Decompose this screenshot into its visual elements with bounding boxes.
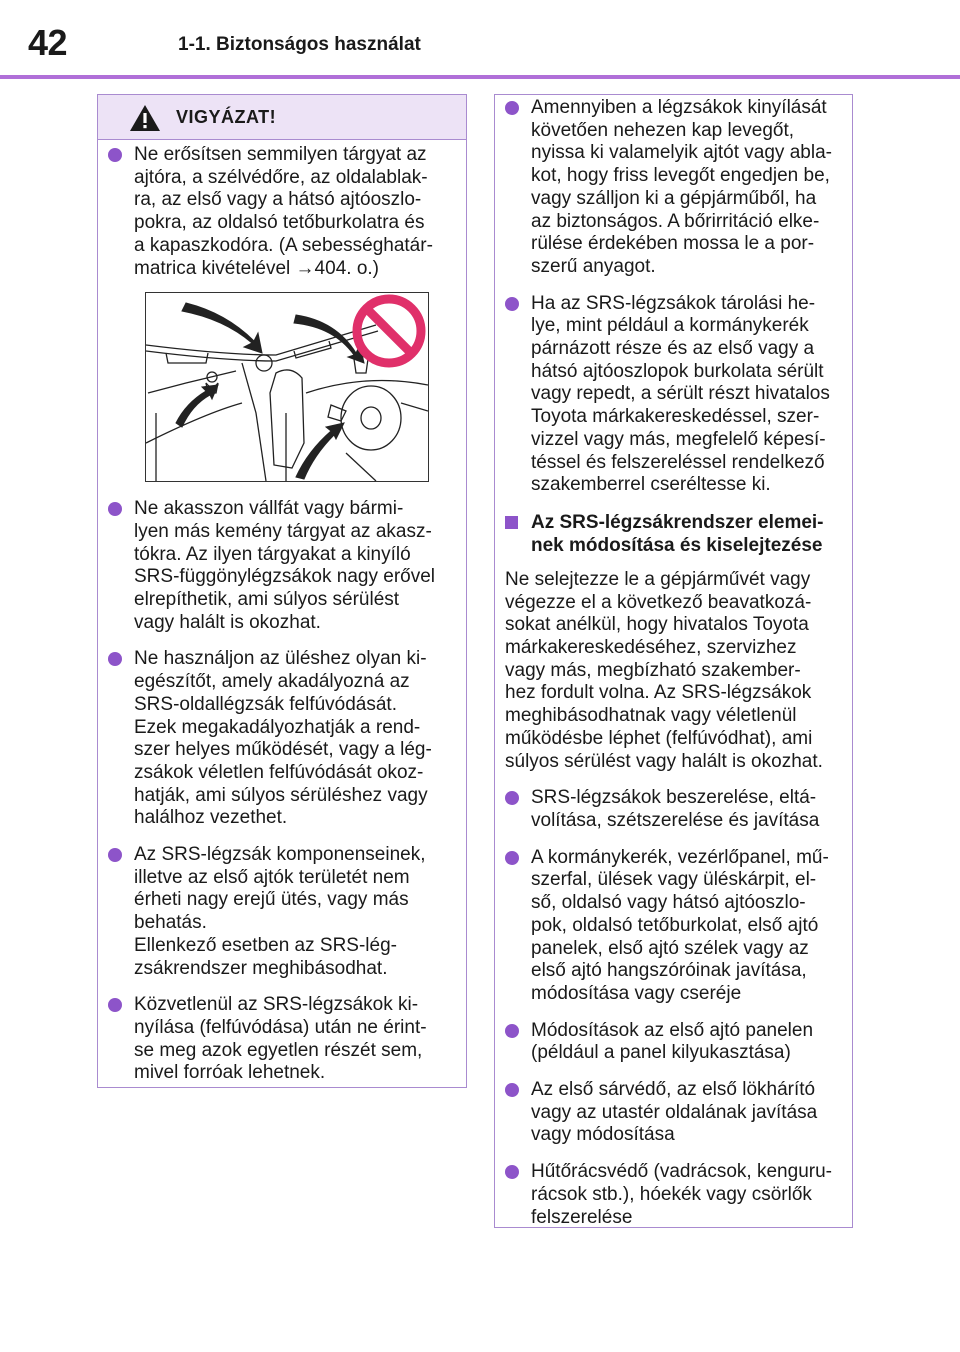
warning-bullet-4: Az SRS-légzsák komponenseinek, illetve az első ajtók területét nem érheti nagy erejű ütés, vagy más behatás. Ellenkező esetben az SRS-lég- zsákrendszer meghibásodhat. [98, 844, 454, 980]
warning-title: VIGYÁZAT! [176, 107, 277, 127]
right-bullet-1: Amennyiben a légzsákok kinyílását követően nehezen kap levegőt, nyissa ki valamelyik ajtót vagy abla- kot, hogy friss levegőt engedjen be, vagy szálljon ki a gépjárműből, ha az biztonságos. A bőrirritáció elke- rülése érdekében mossa le a por- szerű anyagot. [495, 97, 840, 279]
page-header [0, 0, 960, 78]
warning-triangle-icon [128, 103, 162, 133]
warning-bullet-1: Ne erősítsen semmilyen tárgyat az ajtóra, a szélvédőre, az oldalablak- ra, az első vagy a hátsó ajtóoszlo- pokra, az oldalsó tetőburkolatra és a kapaszkodóra. (A sebességhatár- matrica kivételével →404. o.) [98, 144, 454, 280]
warning-bullet-5: Közvetlenül az SRS-légzsákok ki- nyílása (felfúvódása) után ne érint- se meg azok egyetlen részét sem, mivel forróak lehetnek. [98, 994, 454, 1085]
section-title: 1-1. Biztonságos használat [178, 34, 421, 55]
interior-illustration [145, 292, 429, 482]
right-bullet-3: SRS-légzsákok beszerelése, eltá- volítása, szétszerelése és javítása [495, 787, 840, 832]
warning-box-right [494, 94, 853, 1228]
car-interior-drawing [146, 293, 428, 481]
warning-box-left [97, 94, 467, 1088]
warning-bullet-2: Ne akasszon vállfát vagy bármi- lyen más kemény tárgyat az akasz- tókra. Az ilyen tárgyakat a kinyíló SRS-függönylégzsákok nagy erővel elrepíthetik, ami súlyos sérülést vagy halált is okozhat. [98, 498, 454, 634]
right-bullet-5: Módosítások az első ajtó panelen (például a panel kilyukasztása) [495, 1020, 840, 1065]
right-bullet-4: A kormánykerék, vezérlőpanel, mű- szerfal, ülések vagy üléskárpit, el- ső, oldalsó vagy hátsó ajtóoszlo- pok, oldalsó tetőburkolat, első ajtó panelek, első ajtó szélek vagy az első ajtó hangszóróinak javítása, módosítása vagy cseréje [495, 847, 840, 1006]
warning-bullet-3: Ne használjon az üléshez olyan ki- egészítőt, amely akadályozná az SRS-oldallégzsák felfúvódását. Ezek megakadályozhatják a rend- szer helyes működését, vagy a lég- zsákok véletlen felfúvódását okoz- hatják, ami súlyos sérüléshez vagy halálhoz vezethet. [98, 648, 454, 830]
right-bullet-7: Hűtőrácsvédő (vadrácsok, kenguru- rácsok stb.), hóekék vagy csörlők felszerelése [495, 1161, 840, 1229]
modification-subheading: Az SRS-légzsákrendszer elemei- nek módosítása és kiselejtezése [495, 511, 840, 557]
modification-paragraph: Ne selejtezze le a gépjárművét vagy végezze el a következő beavatkozá- sokat anélkül, hogy hivatalos Toyota márkakereskedéséhez, szervizhez vagy más, megbízható szakember- hez fordult volna. Az SRS-légzsákok meghibásodhatnak vagy véletlenül működésbe léphet (felfúvódhat), ami súlyos sérülést vagy halált is okozhat. [505, 568, 823, 772]
page-number: 42 [28, 22, 68, 63]
right-bullet-2: Ha az SRS-légzsákok tárolási he- lye, mint például a kormánykerék párnázott része és az első vagy a hátsó ajtóoszlopok burkolata sérült vagy repedt, a sérült részt hivatalos Toyota márkakereskedéssel, szer- vizzel vagy más, megfelelő képesí- téssel és felszereléssel rendelkező szakemberrel cseréltesse ki. [495, 293, 840, 497]
prohibition-icon [357, 299, 421, 363]
right-bullet-6: Az első sárvédő, az első lökhárító vagy az utastér oldalának javítása vagy módosítása [495, 1079, 840, 1147]
warning-header [98, 95, 466, 140]
header-rule [0, 75, 960, 79]
